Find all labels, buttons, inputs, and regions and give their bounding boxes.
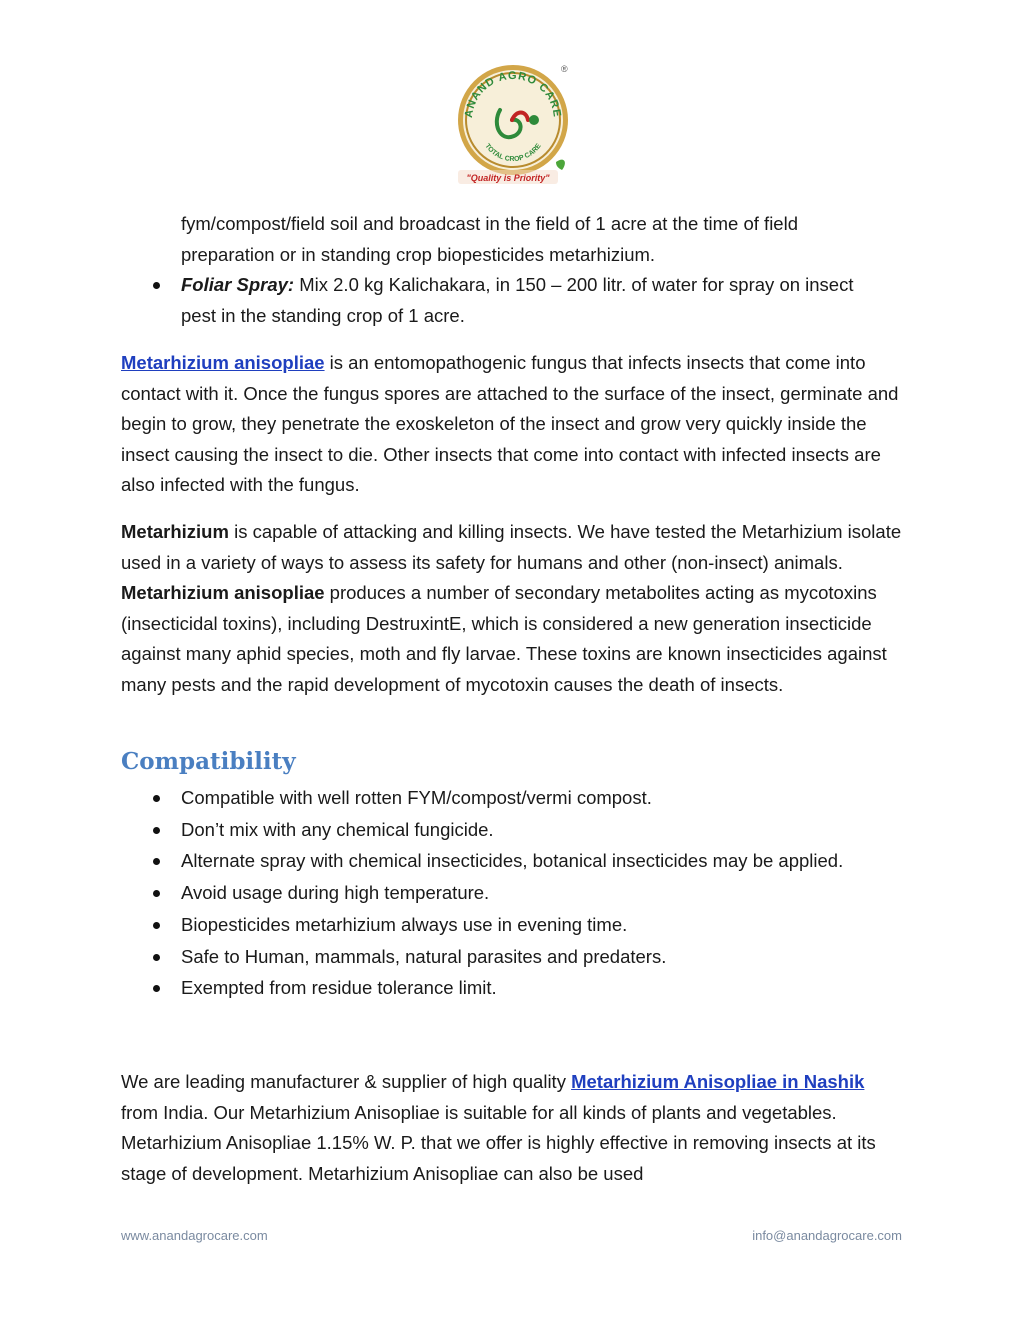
- company-logo: [452, 58, 574, 190]
- metarhizium-anisopliae-link[interactable]: Metarhizium anisopliae: [121, 352, 325, 373]
- paragraph-2-text-2: produces a number of secondary metabolites acting as mycotoxins (insecticidal toxins), including DestruxintE, which is considered a new generation insecticide against many aphid species, moth and fly larvae. These toxins are known insecticides against many pests and the rapid development of mycotoxin causes the death of insects.: [121, 582, 887, 695]
- foliar-spray-text-2: pest in the standing crop of 1 acre.: [181, 304, 465, 326]
- list-item: Safe to Human, mammals, natural parasites and predaters.: [150, 941, 910, 973]
- paragraph-3-text-2: from India. Our Metarhizium Anisopliae is suitable for all kinds of plants and vegetables. Metarhizium Anisopliae 1.15% W. P. that we offer is highly effective in removing insects at its stage of development. Metarhizium Anisopliae can also be used: [121, 1101, 876, 1184]
- list-item: Biopesticides metarhizium always use in evening time.: [150, 909, 910, 941]
- list-item: Don’t mix with any chemical fungicide.: [150, 814, 910, 846]
- logo-brand-text: ANAND AGRO CARE: [462, 69, 564, 119]
- application-list: [150, 270, 910, 331]
- compatibility-list: [150, 782, 910, 1004]
- list-item-foliar-spray: [150, 270, 910, 331]
- metarhizium-nashik-link[interactable]: Metarhizium Anisopliae in Nashik: [571, 1071, 865, 1092]
- metarhizium-anisopliae-bold: Metarhizium anisopliae: [121, 582, 325, 603]
- paragraph-manufacturer: [121, 1067, 903, 1189]
- paragraph-metarhizium-capability: [121, 517, 903, 700]
- footer-website: www.anandagrocare.com: [121, 1228, 268, 1243]
- list-item: Exempted from residue tolerance limit.: [150, 972, 910, 1004]
- list-item: Avoid usage during high temperature.: [150, 877, 910, 909]
- logo-tagline: "Quality is Priority": [466, 173, 550, 183]
- list-item: Compatible with well rotten FYM/compost/vermi compost.: [150, 782, 910, 814]
- footer-email: info@anandagrocare.com: [752, 1228, 902, 1243]
- continued-line-1: fym/compost/field soil and broadcast in the field of 1 acre at the time of field: [181, 213, 798, 234]
- metarhizium-bold: Metarhizium: [121, 521, 229, 542]
- compatibility-heading: Compatibility: [121, 748, 296, 775]
- continued-text: [181, 209, 921, 270]
- paragraph-metarhizium-intro: [121, 348, 903, 501]
- list-item: Alternate spray with chemical insecticides, botanical insecticides may be applied.: [150, 845, 910, 877]
- foliar-spray-label: Foliar Spray:: [181, 274, 295, 295]
- foliar-spray-text-1: Mix 2.0 kg Kalichakara, in 150 – 200 litr. of water for spray on insect: [294, 274, 854, 295]
- logo-sub-text: TOTAL CROP CARE: [483, 142, 543, 164]
- paragraph-2-text-1: is capable of attacking and killing insects. We have tested the Metarhizium isolate used in a variety of ways to assess its safety for humans and other (non-insect) animals.: [121, 521, 902, 573]
- continued-line-2: preparation or in standing crop biopesticides metarhizium.: [181, 243, 656, 265]
- paragraph-3-text-1: We are leading manufacturer & supplier of high quality: [121, 1071, 572, 1092]
- registered-mark: ®: [561, 64, 568, 74]
- paragraph-1-text: is an entomopathogenic fungus that infects insects that come into contact with it. Once the fungus spores are attached to the surface of the insect, germinate and begin to grow, they penetrate the exoskeleton of the insect and grow very quickly inside the insect causing the insect to die. Other insects that come into contact with infected insects are also infected with the fungus.: [121, 352, 899, 495]
